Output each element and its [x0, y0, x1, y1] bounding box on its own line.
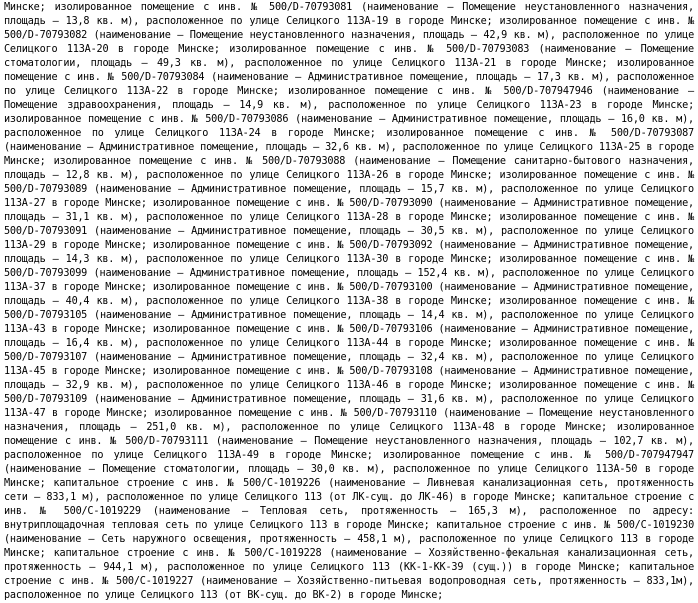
document-paragraph: Минске; изолированное помещение с инв. № 500/D-70793081 (наименование – Помещение неустановленного назначения, площадь – 13,8 кв. м), расположенное по улице Селицкого 113А-19 в городе Минске; изолированное помещение с инв. № 500/D-70793082 (наименование – Помещение неустановленного назначения, площадь – 42,9 кв. м), расположенное по улице Селицкого 113А-20 в городе Минске; изолированное помещение с инв. № 500/D-70793083 (наименование – Помещение стоматологии, площадь – 49,3 кв. м), расположенное по улице Селицкого 113А-21 в городе Минске; изолированное помещение с инв. № 500/D-70793084 (наименование – Административное помещение, площадь – 17,3 кв. м), расположенное по улице Селицкого 113А-22 в городе Минске; изолированное помещение с инв. № 500/D-707947946 (наименование – Помещение здравоохранения, площадь – 14,9 кв. м), расположенное по улице Селицкого 113А-23 в городе Минске; изолированное помещение с инв. № 500/D-70793086 (наименование – Административное помещение, площадь – 16,0 кв. м), расположенное по улице Селицкого 113А-24 в городе Минске; изолированное помещение с инв. № 500/D-70793087 (наименование – Административное помещение, площадь – 32,6 кв. м), расположенное по улице Селицкого 113А-25 в городе Минске; изолированное помещение с инв. № 500/D-70793088 (наименование – Помещение санитарно-бытового назначения, площадь – 12,8 кв. м), расположенное по улице Селицкого 113А-26 в городе Минске; изолированное помещение с инв. № 500/D-70793089 (наименование – Административное помещение, площадь – 15,7 кв. м), расположенное по улице Селицкого 113А-27 в городе Минске; изолированное помещение с инв. № 500/D-70793090 (наименование – Административное помещение, площадь – 31,1 кв. м), расположенное по улице Селицкого 113А-28 в городе Минске; изолированное помещение с инв. № 500/D-70793091 (наименование – Административное помещение, площадь – 30,5 кв. м), расположенное по улице Селицкого 113А-29 в городе Минске; изолированное помещение с инв. № 500/D-70793092 (наименование – Административное помещение, площадь – 14,3 кв. м), расположенное по улице Селицкого 113А-30 в городе Минске; изолированное помещение с инв. № 500/D-70793099 (наименование – Административное помещение, площадь – 152,4 кв. м), расположенное по улице Селицкого 113А-37 в городе Минске; изолированное помещение с инв. № 500/D-70793100 (наименование – Административное помещение, площадь – 40,4 кв. м), расположенное по улице Селицкого 113А-38 в городе Минске; изолированное помещение с инв. № 500/D-70793105 (наименование – Административное помещение, площадь – 14,4 кв. м), расположенное по улице Селицкого 113А-43 в городе Минске; изолированное помещение с инв. № 500/D-70793106 (наименование – Административное помещение, площадь – 16,4 кв. м), расположенное по улице Селицкого 113А-44 в городе Минске; изолированное помещение с инв. № 500/D-70793107 (наименование – Административное помещение, площадь – 32,4 кв. м), расположенное по улице Селицкого 113А-45 в городе Минске; изолированное помещение с инв. № 500/D-70793108 (наименование – Административное помещение, площадь – 32,9 кв. м), расположенное по улице Селицкого 113А-46 в городе Минске; изолированное помещение с инв. № 500/D-70793109 (наименование – Административное помещение, площадь – 31,6 кв. м), расположенное по улице Селицкого 113А-47 в городе Минске; изолированное помещение с инв. № 500/D-70793110 (наименование – Помещение неустановленного назначения, площадь – 251,0 кв. м), расположенное по улице Селицкого 113А-48 в городе Минске; изолированное помещение с инв. № 500/D-70793111 (наименование – Помещение неустановленного назначения, площадь – 102,7 кв. м), расположенное по улице Селицкого 113А-49 в городе Минске; изолированное помещение с инв. № 500/D-707947947 (наименование – Помещение стоматологии, площадь – 30,0 кв. м), расположенное по улице Селицкого 113А-50 в городе Минске; капитальное строение с инв. № 500/C-1019226 (наименование – Ливневая канализационная сеть, протяженность сети – 833,1 м), расположенное по улице Селицкого 113 (от ЛК-сущ. до ЛК-46) в городе Минске; капитальное строение с инв. № 500/C-1019229 (наименование – Тепловая сеть, протяженность – 165,3 м), расположенное по адресу: внутриплощадочная тепловая сеть по улице Селицкого 113 в городе Минске; капитальное строение с инв. № 500/C-1019230 (наименование – Сеть наружного освещения, протяженность – 458,1 м), расположенное по улице Селицкого 113 в городе Минске; капитальное строение с инв. № 500/C-1019228 (наименование – Хозяйственно-фекальная канализационная сеть, протяженность – 944,1 м), расположенное по улице Селицкого 113 (КК-1-КК-39 (сущ.)) в городе Минске; капитальное строение с инв. № 500/C-1019227 (наименование – Хозяйственно-питьевая водопроводная сеть, протяженность – 833,1м), расположенное по улице Селицкого 113 (от ВК-сущ. до ВК-2) в городе Минске;: [4, 2, 694, 601]
